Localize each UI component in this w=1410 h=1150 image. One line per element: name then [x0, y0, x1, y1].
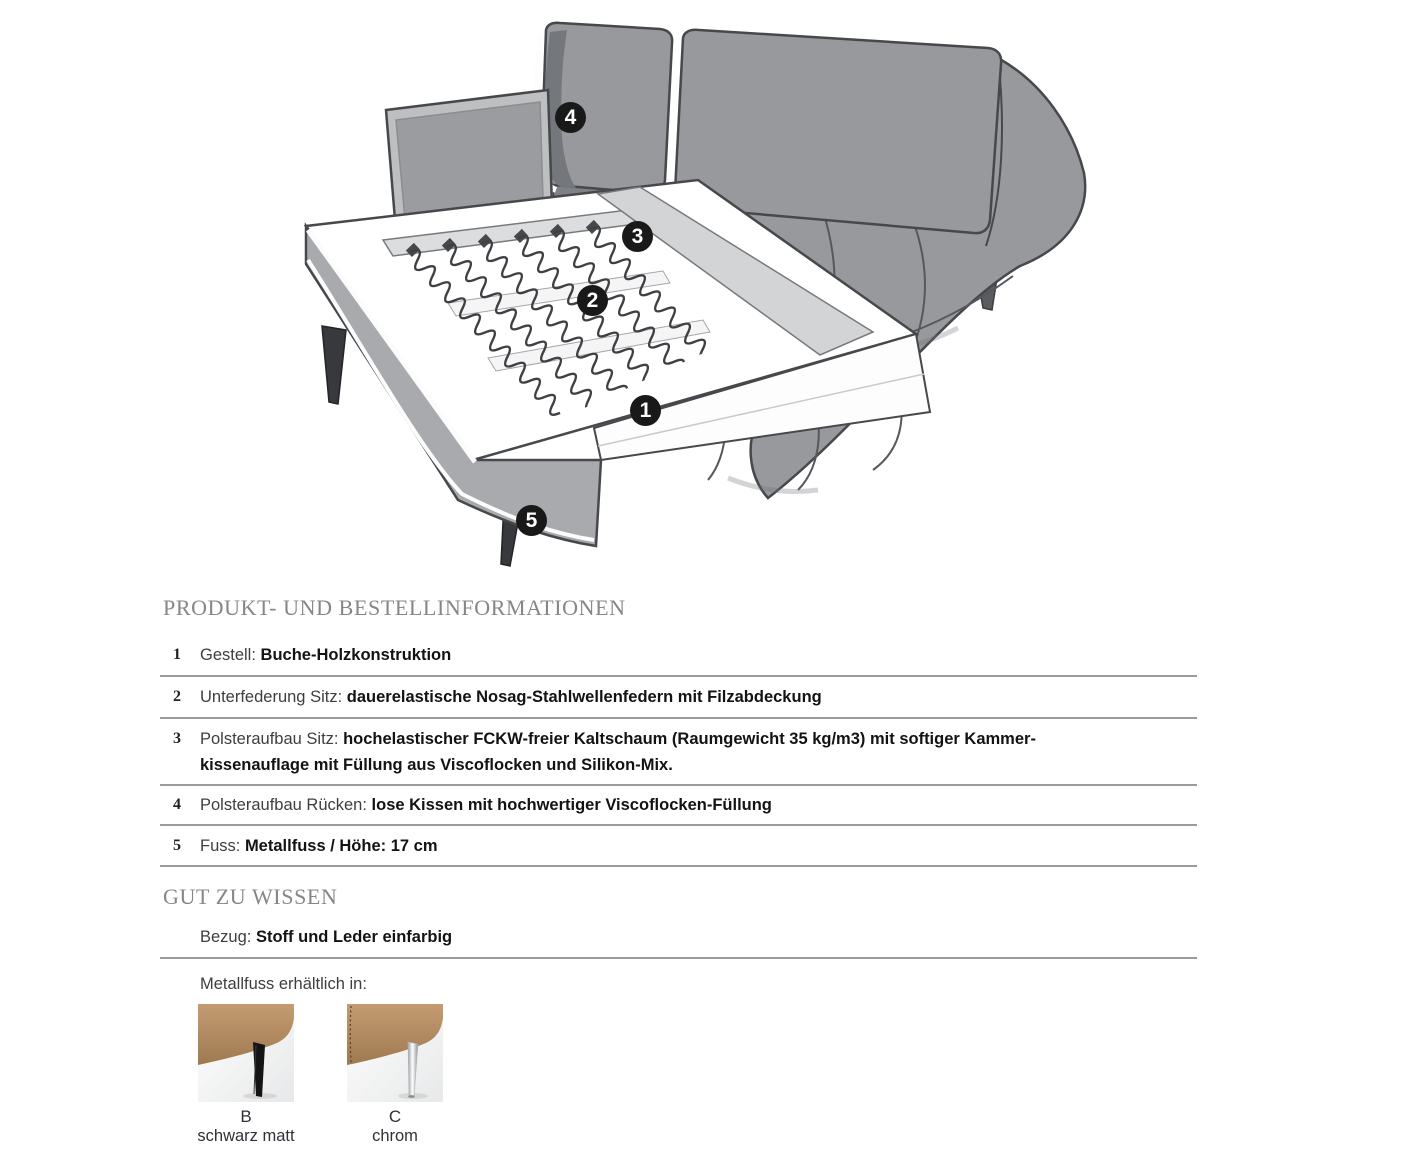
- item-number: 4: [173, 796, 181, 813]
- separator: [160, 675, 1197, 677]
- callout-2: 2: [577, 285, 608, 316]
- item-label: Unterfederung Sitz:: [200, 688, 343, 706]
- callout-5: 5: [516, 505, 547, 536]
- bezug-value: Stoff und Leder einfarbig: [255, 928, 453, 946]
- product-info-title: PRODUKT- UND BESTELLINFORMATIONEN: [163, 595, 626, 620]
- item-label: Gestell:: [200, 646, 256, 664]
- item-value: dauerelastische Nosag-Stahlwellenfedern mit Filzabdeckung: [346, 688, 822, 706]
- foot-code: C: [388, 1107, 402, 1126]
- separator: [160, 824, 1197, 826]
- item-number: 1: [173, 646, 181, 663]
- separator: [160, 957, 1197, 959]
- item-value-line2: kissenauflage mit Füllung aus Viscoflocken und Silikon-Mix.: [200, 756, 673, 774]
- item-label: Polsteraufbau Rücken:: [200, 796, 367, 814]
- item-value: lose Kissen mit hochwertiger Viscoflocken-Füllung: [371, 796, 772, 814]
- separator: [160, 784, 1197, 786]
- separator: [160, 865, 1197, 867]
- bezug-label: Bezug:: [200, 928, 252, 946]
- callout-3: 3: [622, 221, 653, 252]
- foot-option-b: [191, 1004, 301, 1146]
- bezug-row: [200, 928, 452, 947]
- list-item-3: [160, 726, 1198, 778]
- item-number: 5: [173, 837, 181, 854]
- sofa-illustration-svg: [298, 8, 1090, 568]
- list-item-4: [160, 792, 1198, 818]
- foot-code: B: [240, 1107, 252, 1126]
- list-item-2: [160, 684, 1198, 710]
- sofa-cutaway-illustration: [298, 8, 1090, 568]
- callout-1: 1: [630, 395, 661, 426]
- callout-4: 4: [555, 102, 586, 133]
- list-item-5: [160, 833, 1198, 859]
- foot-name: schwarz matt: [197, 1127, 295, 1145]
- item-label: Polsteraufbau Sitz:: [200, 730, 339, 748]
- item-number: 3: [173, 730, 181, 747]
- foot-name: chrom: [372, 1127, 418, 1145]
- item-label: Fuss:: [200, 837, 241, 855]
- foot-image-black-matt: [198, 1004, 294, 1102]
- separator: [160, 717, 1197, 719]
- item-value: hochelastischer FCKW-freier Kaltschaum (Raumgewicht 35 kg/m3) mit softiger Kammer-: [343, 730, 1036, 748]
- foot-image-chrome: [347, 1004, 443, 1102]
- feet-intro: Metallfuss erhältlich in:: [200, 975, 367, 993]
- item-number: 2: [173, 688, 181, 705]
- list-item-1: [160, 642, 1198, 668]
- foot-option-c: [340, 1004, 450, 1146]
- item-value: Buche-Holzkonstruktion: [260, 646, 452, 664]
- item-value: Metallfuss / Höhe: 17 cm: [244, 837, 438, 855]
- good-to-know-title: GUT ZU WISSEN: [163, 884, 338, 909]
